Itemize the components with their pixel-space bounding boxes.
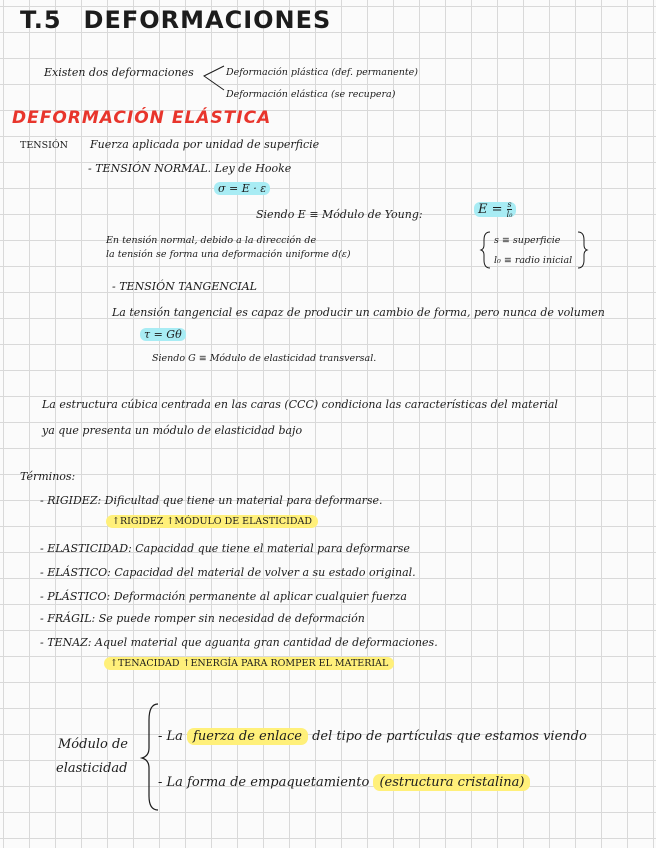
title-number: T.5 [20,6,62,34]
tension-label: TENSIÓN [20,140,68,151]
tension-tangential-line: - TENSIÓN TANGENCIAL [112,280,257,293]
rigidez-highlight: ↑RIGIDEZ ↑MÓDULO DE ELASTICIDAD [106,515,318,528]
tangential-note: Siendo G ≡ Módulo de elasticidad transversal. [152,353,377,364]
normal-note-line2: la tensión se forma una deformación uniforme d(ε) [106,249,351,260]
young-siendo: Siendo E ≡ Módulo de Young: [256,208,423,221]
hooke-equation: σ = E · ε [214,182,270,195]
modulo-branch-forma: - La forma de empaquetamiento (estructura cristalina) [158,776,530,790]
term-elastico: - ELÁSTICO: Capacidad del material de volver a su estado original. [40,566,416,579]
young-denominator: l₀ [506,210,513,219]
term-rigidez: - RIGIDEZ: Dificultad que tiene un material para deformarse. [40,494,383,507]
structure-line1: La estructura cúbica centrada en las caras (CCC) condiciona las características del material [42,398,558,411]
modulo-brace [140,702,162,814]
modulo-label-line1: Módulo de [58,737,128,752]
section-heading-elastic: DEFORMACIÓN ELÁSTICA [12,108,272,128]
brace-superficie: s ≡ superficie [494,235,561,246]
tenaz-highlight: ↑TENACIDAD ↑ENERGÍA PARA ROMPER EL MATERIAL [104,657,394,670]
intro-lead: Existen dos deformaciones [44,66,194,79]
term-elasticidad: - ELASTICIDAD: Capacidad que tiene el material para deformarse [40,542,410,555]
young-numerator: s [507,200,512,209]
young-equation: E = $\frac{s}{\text{l₀}}$ [474,202,516,217]
term-plastico: - PLÁSTICO: Deformación permanente al aplicar cualquier fuerza [40,590,407,603]
term-fragil: - FRÁGIL: Se puede romper sin necesidad de deformación [40,612,365,625]
modulo-branch-fuerza: - La fuerza de enlace del tipo de partículas que estamos viendo [158,729,587,744]
intro-branch-elastic: Deformación elástica (se recupera) [226,89,396,100]
page-title [20,6,331,34]
tension-definition: Fuerza aplicada por unidad de superficie [90,138,320,151]
modulo-label-line2: elasticidad [56,761,128,776]
brace-radio: l₀ ≡ radio inicial [494,255,573,266]
tension-normal-line: - TENSIÓN NORMAL. Ley de Hooke [88,162,292,175]
term-tenaz: - TENAZ: Aquel material que aguanta gran cantidad de deformaciones. [40,636,438,649]
normal-note-line1: En tensión normal, debido a la dirección de [106,235,317,246]
structure-line2: ya que presenta un módulo de elasticidad bajo [42,424,303,437]
fuerza-enlace-highlight: fuerza de enlace [187,728,308,745]
intro-branch-plastic: Deformación plástica (def. permanente) [226,67,418,78]
terms-label: Términos: [20,470,76,483]
title-text: DEFORMACIONES [83,6,332,34]
estructura-cristalina-highlight: (estructura cristalina) [373,774,530,791]
tangential-equation: τ = Gθ [140,328,186,341]
tangential-definition: La tensión tangencial es capaz de producir un cambio de forma, pero nunca de volumen [112,306,605,319]
